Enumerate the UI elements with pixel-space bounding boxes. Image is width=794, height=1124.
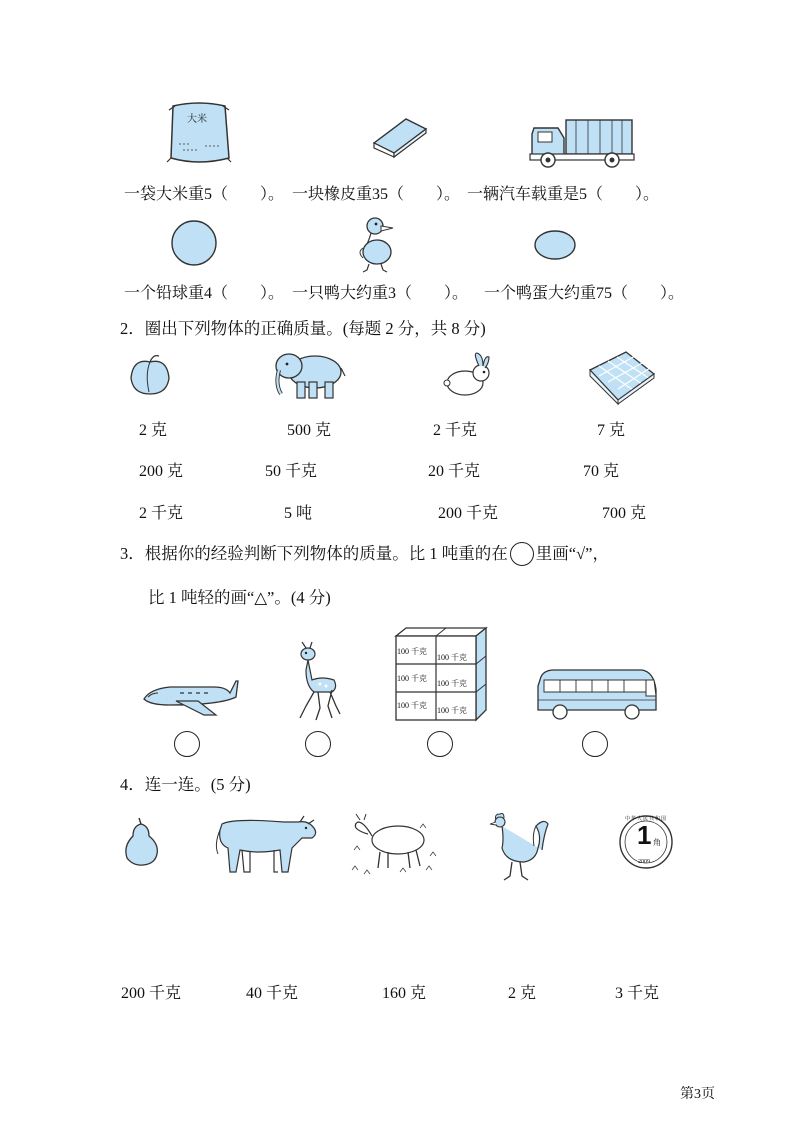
q4-weight[interactable]: 40 千克 <box>246 985 299 1002</box>
duck-icon <box>355 212 401 274</box>
box-label: 100 千克 <box>397 701 427 710</box>
q2-option[interactable]: 2 千克 <box>433 422 478 439</box>
q1-duck-text: 一只鸭大约重3（ ）。 <box>292 285 469 302</box>
q2-option[interactable]: 2 千克 <box>139 505 184 522</box>
answer-circle-boxes[interactable] <box>427 731 453 757</box>
q2-title: 2．圈出下列物体的正确质量。(每题 2 分，共 8 分) <box>120 319 486 338</box>
quilt-icon <box>586 348 658 404</box>
box-label: 100 千克 <box>397 647 427 656</box>
rice-bag-label: 大米 <box>187 114 207 125</box>
q2-option[interactable]: 7 克 <box>597 422 626 439</box>
q2-option[interactable]: 500 克 <box>287 422 332 439</box>
q1-shotput-text: 一个铅球重4（ ）。 <box>124 285 285 302</box>
circle-icon <box>510 542 534 566</box>
coin-unit: 角 <box>653 838 661 847</box>
page-number: 第3页 <box>680 1087 715 1102</box>
truck-icon <box>528 112 636 170</box>
q2-option[interactable]: 700 克 <box>602 505 647 522</box>
box-label: 100 千克 <box>437 706 467 715</box>
answer-circle-bus[interactable] <box>582 731 608 757</box>
q3-title <box>120 542 609 566</box>
q4-weight[interactable]: 160 克 <box>382 985 427 1002</box>
peach-icon <box>127 352 173 398</box>
answer-circle-deer[interactable] <box>305 731 331 757</box>
box-label: 100 千克 <box>397 674 427 683</box>
q3-subtitle: 比 1 吨轻的画“△”。(4 分) <box>148 588 331 607</box>
q2-option[interactable]: 200 千克 <box>438 505 499 522</box>
rice-bag-icon <box>165 100 233 166</box>
q4-title: 4．连一连。(5 分) <box>120 775 251 794</box>
coin-text: 中华人民共和国 <box>625 817 668 822</box>
pear-icon <box>121 818 161 868</box>
box-label: 100 千克 <box>437 679 467 688</box>
q4-weight[interactable]: 200 千克 <box>121 985 182 1002</box>
q4-weight[interactable]: 3 千克 <box>615 985 660 1002</box>
cow-icon <box>214 814 320 876</box>
q2-option[interactable]: 20 千克 <box>428 463 481 480</box>
sheep-icon <box>350 810 440 880</box>
elephant-icon <box>271 350 347 402</box>
duck-egg-icon <box>533 228 577 262</box>
q1-egg-text: 一个鸭蛋大约重75（ ）。 <box>484 285 685 302</box>
shot-put-icon <box>170 219 218 267</box>
q2-option[interactable]: 2 克 <box>139 422 168 439</box>
bus-icon <box>534 666 660 722</box>
coin-digit: 1 <box>637 820 652 850</box>
deer-icon <box>292 640 344 722</box>
airplane-icon <box>140 675 240 719</box>
q3-title-before: 3．根据你的经验判断下列物体的质量。比 1 吨重的在 <box>120 544 508 563</box>
answer-circle-airplane[interactable] <box>174 731 200 757</box>
q2-option[interactable]: 5 吨 <box>284 505 313 522</box>
box-label: 100 千克 <box>437 653 467 662</box>
q1-eraser-text: 一块橡皮重35（ ）。 <box>292 186 461 203</box>
q2-option[interactable]: 50 千克 <box>265 463 318 480</box>
rooster-icon <box>486 810 552 884</box>
q2-option[interactable]: 200 克 <box>139 463 184 480</box>
q2-option[interactable]: 70 克 <box>583 463 620 480</box>
coin-year: 2009 <box>638 859 650 865</box>
q3-title-after: 里画“√”， <box>535 544 609 563</box>
q4-weight[interactable]: 2 克 <box>508 985 537 1002</box>
eraser-icon <box>370 115 430 157</box>
rabbit-icon <box>437 351 495 399</box>
q1-rice-text: 一袋大米重5（ ）。 <box>124 186 285 203</box>
q1-truck-text: 一辆汽车载重是5（ ）。 <box>467 186 660 203</box>
